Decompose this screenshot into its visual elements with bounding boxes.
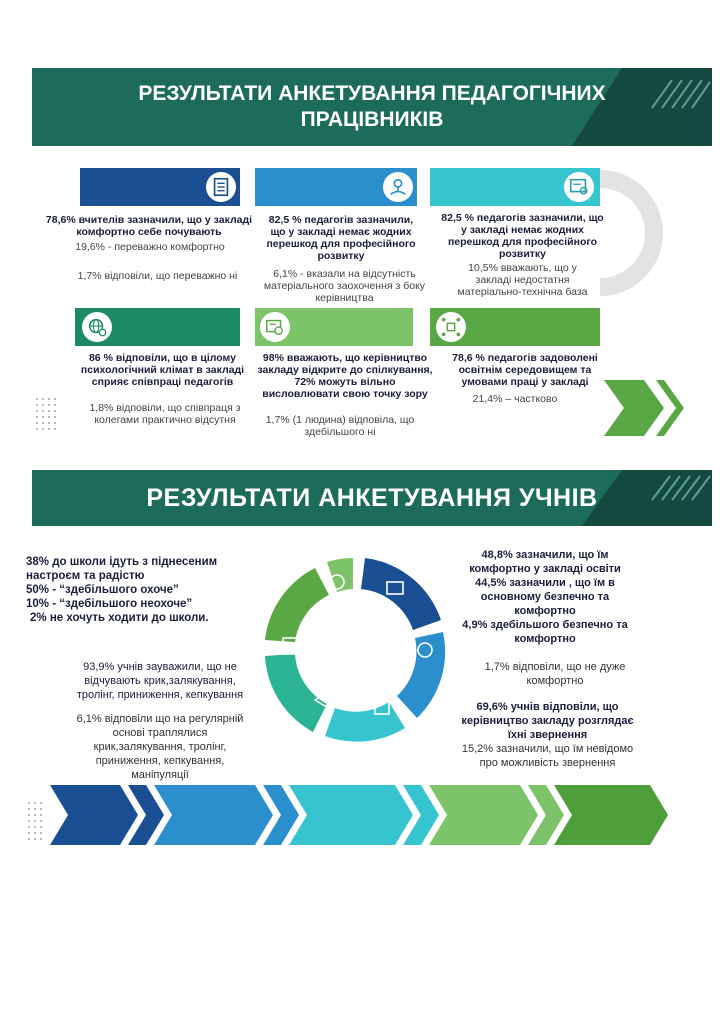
right-top-line-1: 48,8% зазначили, що їм xyxy=(481,549,609,561)
card-2-main: 82,5 % педагогів зазначили, що у закладі немає жодних перешкод для професійного розвитку xyxy=(266,214,416,262)
students-title: РЕЗУЛЬТАТИ АНКЕТУВАННЯ УЧНІВ xyxy=(146,484,598,512)
left-bottom-line-3: крик,залякування, тролінг, xyxy=(93,741,227,753)
students-chevron-strip xyxy=(50,785,680,845)
teachers-title-line1: РЕЗУЛЬТАТИ АНКЕТУВАННЯ ПЕДАГОГІЧНИХ xyxy=(138,82,606,105)
growth-idea-icon xyxy=(383,172,413,202)
students-right-bottom xyxy=(440,700,655,770)
left-mid-line-1: 93,9% учнів зауважили, що не xyxy=(83,661,237,673)
management-icon xyxy=(260,312,290,342)
teachers-chevron-strip xyxy=(44,380,684,436)
left-top-line-5: 2% не хочуть ходити до школи. xyxy=(30,612,209,624)
right-top-line-5: комфортно xyxy=(514,605,576,617)
students-left-top xyxy=(26,555,266,625)
card-4-sub1: 1,8% відповіли, що співпраця з колегами практично відсутня xyxy=(89,402,241,426)
card-6-main: 78,6 % педагогів задоволені освітнім середовищем та умовами праці у закладі xyxy=(452,352,598,388)
left-bottom-line-1: 6,1% відповіли що на регулярній xyxy=(76,713,244,725)
left-bottom-line-5: маніпуляції xyxy=(131,769,189,781)
right-bottom-line-5: про можливість звернення xyxy=(479,757,616,769)
card-5-main: 98% вважають, що керівництво закладу відкрите до спілкування, 72% можуть вільно висловлювати свою точку зору xyxy=(257,352,433,400)
card-3-sub1: 10,5% вважають, що у закладі недостатня матеріально-технічна база xyxy=(457,262,588,298)
card-6-sub1: 21,4% – частково xyxy=(472,393,558,405)
teachers-banner xyxy=(32,68,712,146)
left-top-line-1: 38% до школи ідуть з піднесеним xyxy=(26,556,218,568)
card-3-main: 82,5 % педагогів зазначили, що у закладі немає жодних перешкод для професійного розвитку xyxy=(441,212,604,260)
students-right-top xyxy=(445,548,645,646)
left-mid-line-3: тролінг, приниження, кепкування xyxy=(76,689,244,701)
cycle-diagram xyxy=(255,550,455,750)
right-top-line-4: основному безпечно та xyxy=(480,591,610,603)
students-left-bottom xyxy=(60,712,260,782)
left-bottom-line-4: приниження, кепкування, xyxy=(95,755,225,767)
globe-check-icon xyxy=(82,312,112,342)
right-top-line-3: 44,5% зазначили , що їм в xyxy=(475,577,615,589)
dots-pattern-2 xyxy=(26,800,46,844)
card-1-sub2: 1,7% відповіли, що переважно ні xyxy=(77,270,238,282)
card-1-main: 78,6% вчителів зазначили, що у закладі комфортно себе почувають xyxy=(45,214,253,238)
decorative-ring xyxy=(600,165,664,301)
left-top-line-3: 50% - “здебільшого охоче” xyxy=(26,584,179,596)
card-5-sub1: 1,7% (1 людина) відповіла, що здебільшого ні xyxy=(265,414,415,438)
left-mid-line-2: відчувають крик,залякування, xyxy=(84,675,236,687)
right-bottom-line-1: 69,6% учнів відповіли, що xyxy=(476,701,619,713)
left-top-line-4: 10% - “здебільшого неохоче” xyxy=(26,598,193,610)
right-bottom-line-4: 15,2% зазначили, що їм невідомо xyxy=(461,743,634,755)
card-1-sub1: 19,6% - переважно комфортно xyxy=(75,241,225,253)
right-bottom-line-3: їхні звернення xyxy=(507,729,588,741)
right-bottom-line-2: керівництво закладу розглядає xyxy=(461,715,634,727)
certificate-icon xyxy=(564,172,594,202)
cycle-segment-3 xyxy=(325,702,405,742)
teachers-title-line2: ПРАЦІВНИКІВ xyxy=(300,108,444,131)
card-4-main: 86 % відповіли, що в цілому психологічний клімат в закладі сприяє співпраці педагогів xyxy=(80,352,245,388)
cycle-segment-4 xyxy=(265,654,327,732)
students-banner xyxy=(32,470,712,526)
right-mid-line-2: комфортно xyxy=(526,675,584,687)
right-top-line-7: комфортно xyxy=(514,633,576,645)
right-top-line-2: комфортно у закладі освіти xyxy=(469,563,621,575)
network-box-icon xyxy=(436,312,466,342)
right-top-line-6: 4,9% здебільшого безпечно та xyxy=(462,619,628,631)
students-left-mid xyxy=(60,660,260,702)
left-bottom-line-2: основі траплялися xyxy=(112,727,208,739)
students-right-mid xyxy=(460,660,650,688)
card-2-sub1: 6,1% - вказали на відсутність матеріального заохочення з боку керівництва xyxy=(263,268,426,304)
cycle-segment-5 xyxy=(265,568,329,642)
right-mid-line-1: 1,7% відповіли, що не дуже xyxy=(484,661,626,673)
banner-stripes xyxy=(552,68,712,146)
document-icon xyxy=(206,172,236,202)
left-top-line-2: настроєм та радістю xyxy=(26,570,145,582)
